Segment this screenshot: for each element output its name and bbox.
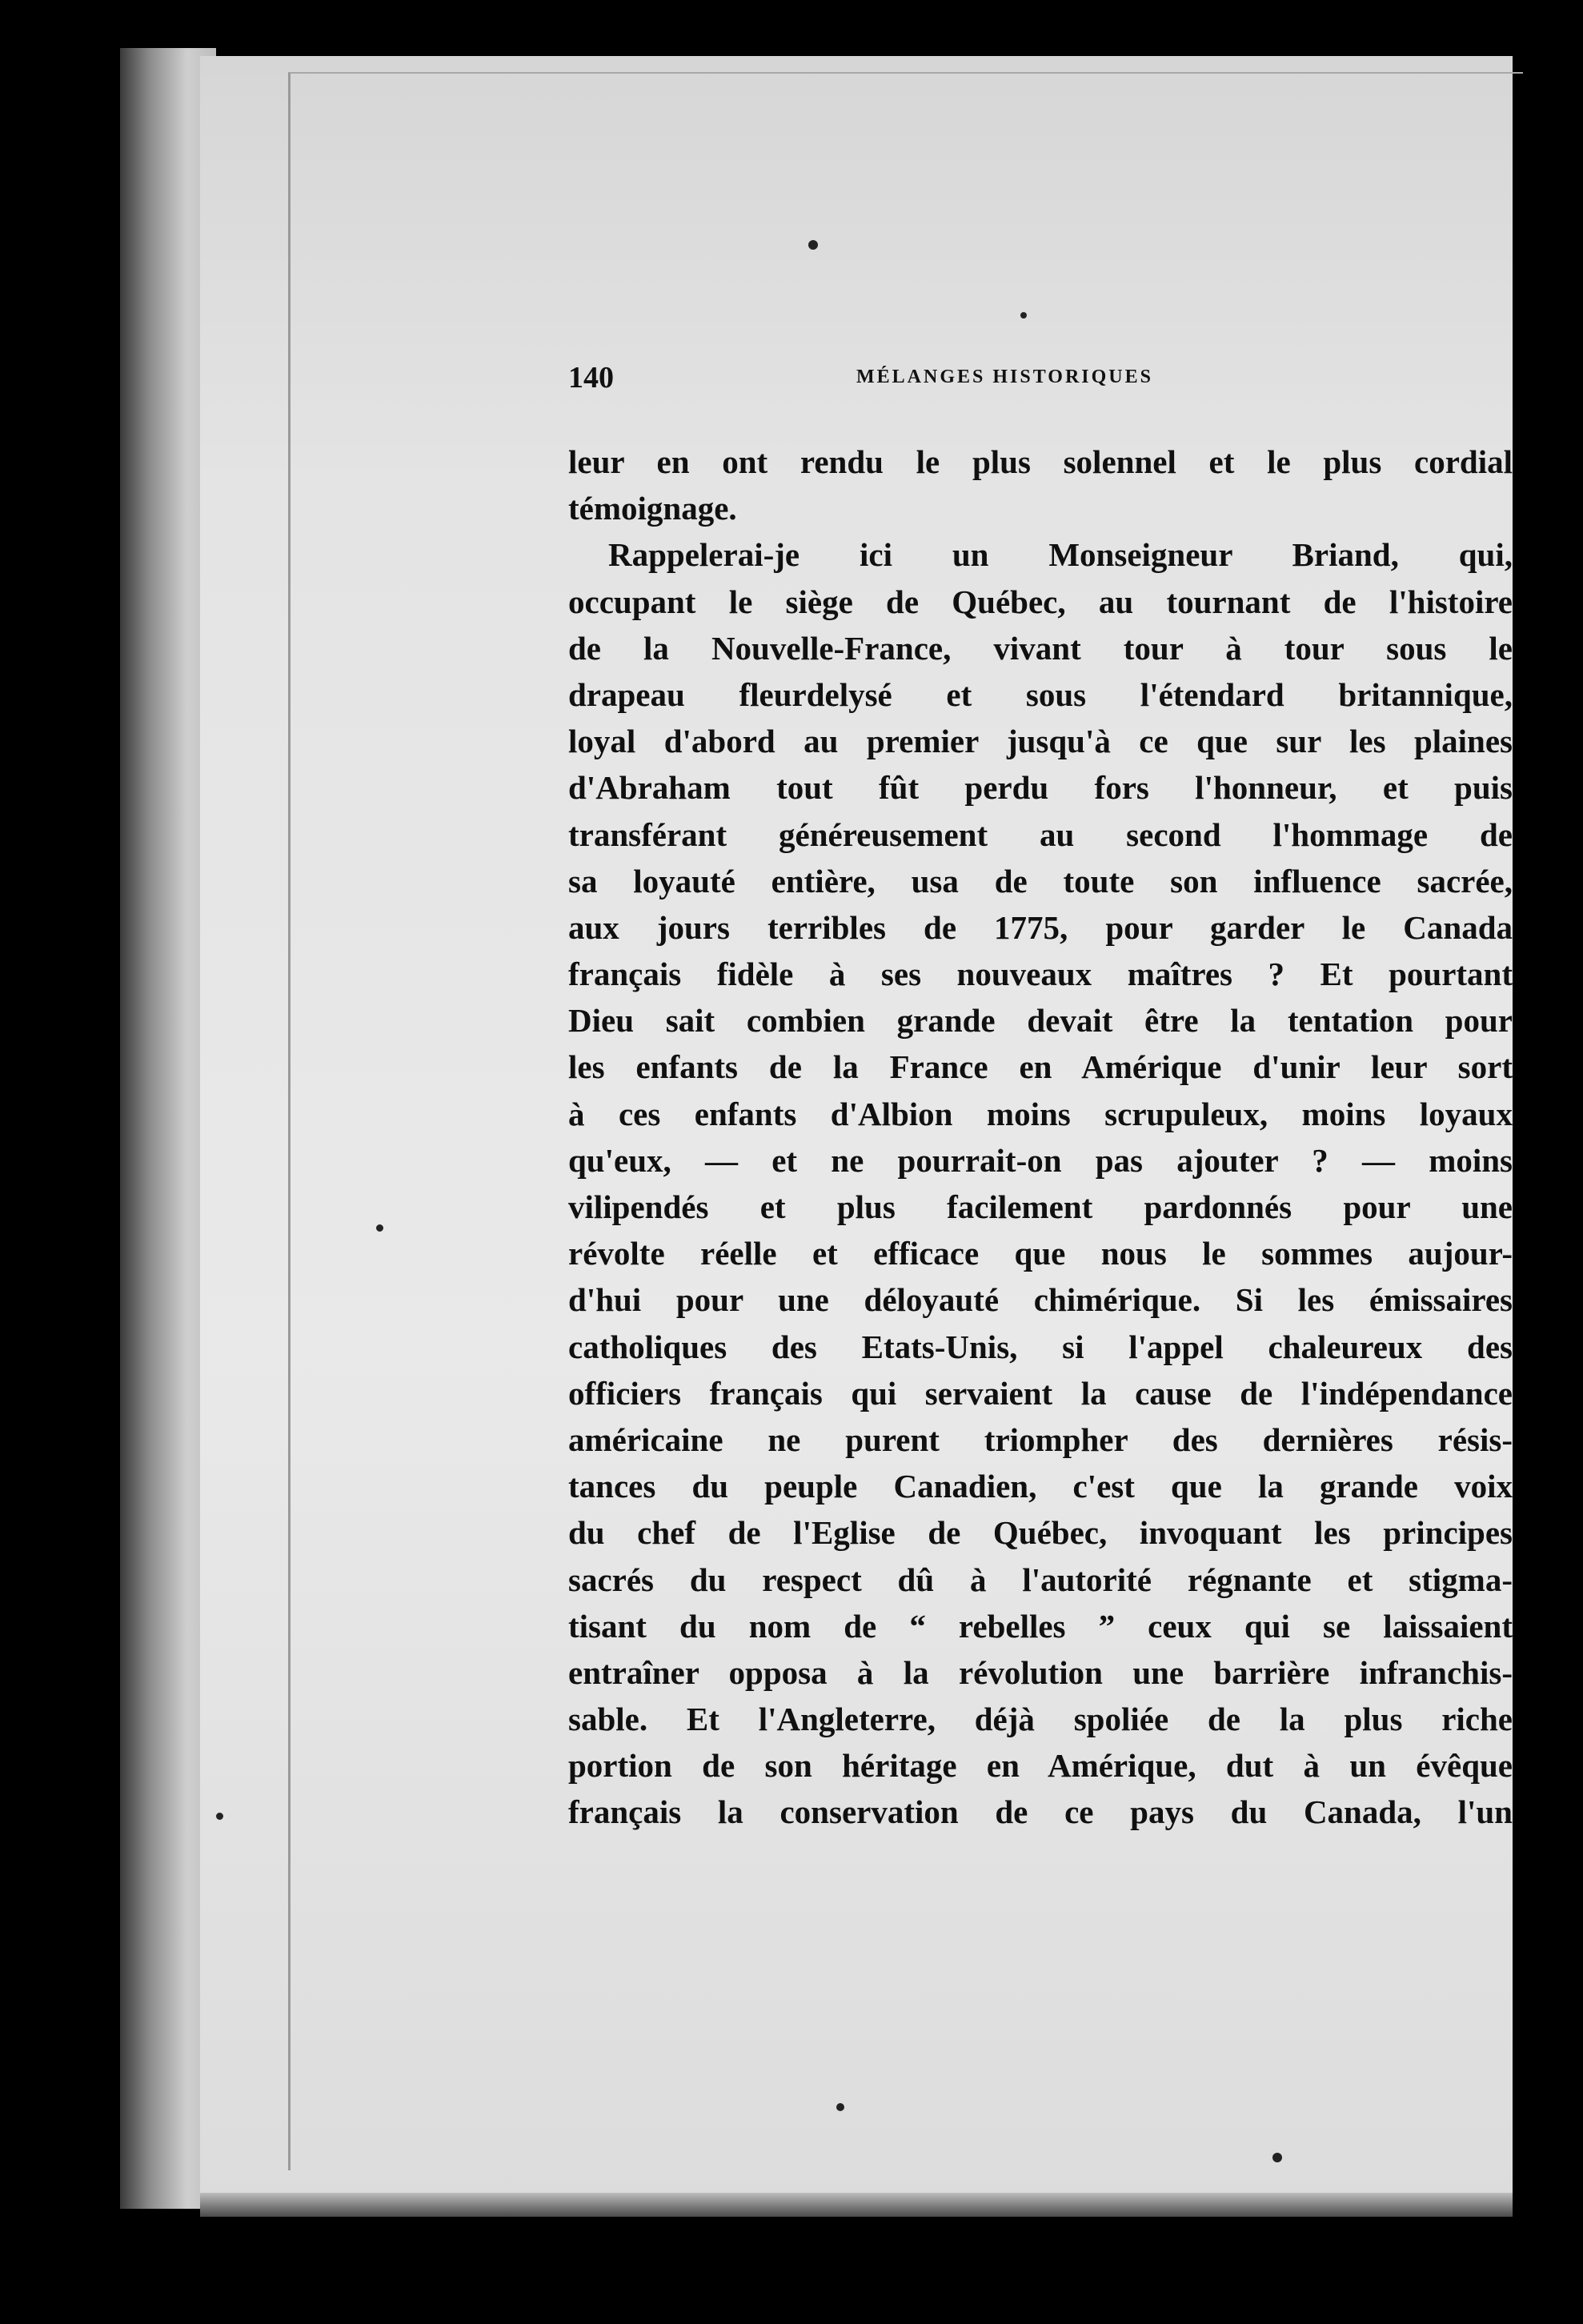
text-line: Rappelerai-je ici un Monseigneur Briand, qui, — [608, 536, 1513, 574]
text-line: vilipendés et plus facilement pardonnés pour une — [568, 1188, 1513, 1225]
text-line: français la conservation de ce pays du Canada, l'un — [568, 1793, 1513, 1831]
body-text — [568, 439, 1513, 1836]
dust-speck — [376, 1224, 383, 1232]
page-number: 140 — [568, 361, 614, 395]
text-line: sa loyauté entière, usa de toute son influence sacrée, — [568, 862, 1513, 900]
dust-speck — [216, 1813, 223, 1820]
text-line: Dieu sait combien grande devait être la tentation pour — [568, 1002, 1513, 1040]
text-line: de la Nouvelle-France, vivant tour à tour sous le — [568, 629, 1513, 667]
text-line: qu'eux, — et ne pourrait-on pas ajouter ? — moins — [568, 1141, 1513, 1179]
text-line: français fidèle à ses nouveaux maîtres ? Et pourtant — [568, 956, 1513, 993]
text-line: leur en ont rendu le plus solennel et le plus cordial — [568, 443, 1513, 480]
text-line: américaine ne purent triompher des dernières résis- — [568, 1420, 1513, 1458]
text-line: tances du peuple Canadien, c'est que la grande voix — [568, 1468, 1513, 1505]
text-line: transférant généreusement au second l'hommage de — [568, 815, 1513, 853]
text-line: aux jours terribles de 1775, pour garder le Canada — [568, 908, 1513, 946]
dust-speck — [1020, 312, 1027, 319]
dust-speck — [1272, 2153, 1282, 2162]
text-line: d'hui pour une déloyauté chimérique. Si les émissaires — [568, 1281, 1513, 1319]
text-line: portion de son héritage en Amérique, dut à un évêque — [568, 1747, 1513, 1785]
dust-speck — [836, 2103, 844, 2111]
text-line: catholiques des Etats-Unis, si l'appel chaleureux des — [568, 1328, 1513, 1365]
running-title: MÉLANGES HISTORIQUES — [856, 367, 1153, 387]
text-line: du chef de l'Eglise de Québec, invoquant les principes — [568, 1514, 1513, 1552]
dust-speck — [808, 240, 818, 250]
text-line: d'Abraham tout fût perdu fors l'honneur, et puis — [568, 769, 1513, 807]
text-line: révolte réelle et efficace que nous le sommes aujour- — [568, 1235, 1513, 1272]
text-line: à ces enfants d'Albion moins scrupuleux, moins loyaux — [568, 1095, 1513, 1132]
text-line: sable. Et l'Angleterre, déjà spoliée de la plus riche — [568, 1701, 1513, 1738]
text-line: témoignage. — [568, 490, 737, 527]
text-line: tisant du nom de “ rebelles ” ceux qui se laissaient — [568, 1607, 1513, 1645]
text-line: occupant le siège de Québec, au tournant de l'histoire — [568, 583, 1513, 620]
text-line: loyal d'abord au premier jusqu'à ce que sur les plaines — [568, 723, 1513, 760]
text-line: sacrés du respect dû à l'autorité régnante et stigma- — [568, 1561, 1513, 1598]
text-line: entraîner opposa à la révolution une barrière infranchis- — [568, 1653, 1513, 1691]
page-header — [568, 360, 1513, 408]
page-bottom-edge — [200, 2193, 1513, 2217]
text-line: officiers français qui servaient la cause de l'indépendance — [568, 1374, 1513, 1412]
text-line: drapeau fleurdelysé et sous l'étendard britannique, — [568, 675, 1513, 713]
text-line: les enfants de la France en Amérique d'unir leur sort — [568, 1048, 1513, 1086]
